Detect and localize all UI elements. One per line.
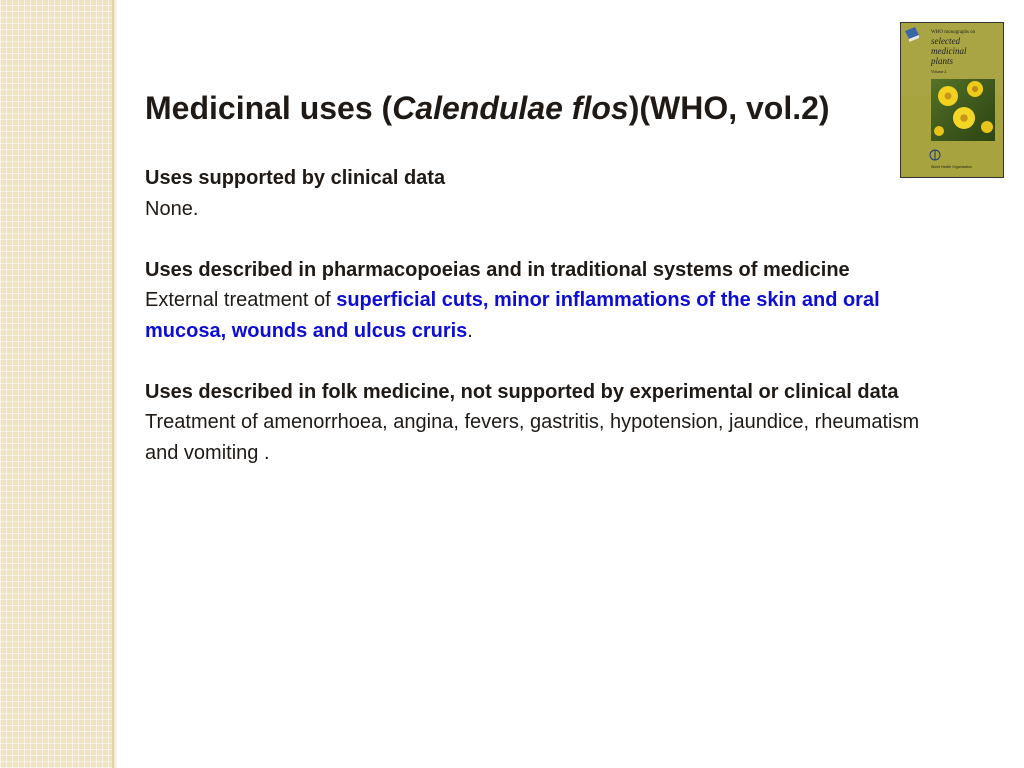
cover-line-2: selected: [931, 36, 960, 46]
title-suffix: )(WHO, vol.2): [628, 90, 830, 126]
pharmacopoeias-text-prefix: External treatment of: [145, 289, 337, 311]
side-pattern-edge: [114, 0, 118, 768]
section-text-pharmacopoeias: [145, 285, 945, 346]
cover-line-1: WHO monographs on: [931, 30, 976, 35]
cover-publisher: World Health Organization: [931, 165, 972, 169]
pharmacopoeias-highlight: superficial cuts, minor inflammations of the skin and oral mucosa, wounds and ulcus cruris: [145, 289, 880, 342]
slide-title: [145, 86, 905, 130]
section-heading-folk: Uses described in folk medicine, not supported by experimental or clinical data: [145, 380, 899, 403]
calendula-flower-photo: [931, 79, 995, 141]
cover-line-3: medicinal: [931, 46, 967, 56]
cover-line-5: Volume 2: [931, 69, 947, 74]
pharmacopoeias-text-suffix: .: [467, 319, 473, 342]
cover-line-4: plants: [931, 56, 954, 66]
book-cover-image: [900, 22, 1004, 178]
section-text-folk: Treatment of amenorrhoea, angina, fevers, gastritis, hypotension, jaundice, rheumatism and vomiting .: [145, 411, 920, 464]
title-italic: Calendulae flos: [392, 90, 629, 126]
title-prefix: Medicinal uses (: [145, 90, 393, 126]
section-heading-pharmacopoeias: Uses described in pharmacopoeias and in traditional systems of medicine: [145, 258, 850, 281]
section-heading-clinical: Uses supported by clinical data: [145, 167, 446, 189]
slide-body: [145, 163, 945, 468]
decorative-side-pattern: [0, 0, 114, 768]
section-text-clinical: None.: [145, 197, 199, 220]
